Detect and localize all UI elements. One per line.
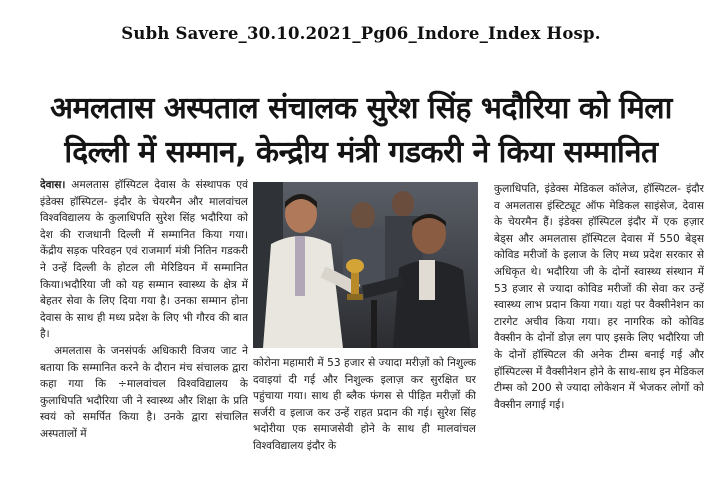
article-paragraph: कुलाधिपति, इंडेक्स मेडिकल कॉलेज, हॉस्पिटल- इंदौर व अमलतास इंस्टिट्यूट ऑफ मेडिकल साइंसेज, देवास के चेयरमैन हैं। इंडेक्स हॉस्पिटल इंदौर में एक हज़ार बेड्स और अमलतास हॉस्पिटल देवास में 550 बेड्स कोविड मरीजों के इलाज के लिए मध्य प्रदेश सरकार से अधिकृत थे। भदौरिया जी के दोनों स्वास्थ्य संस्थान में 53 हजार से ज्यादा कोविड मरीजों की सेवा कर उन्हें स्वास्थ्य लाभ प्रदान किया गया। यहां पर वैक्सीनेशन का टारगेट अचीव किया गया। हर नागरिक को कोविड वैक्सीन के दोनों डोज़ लग पाए इसके लिए भदौरिया जी के दोनों हॉस्पिटल की अनेक टीम्स बनाई गई और हॉस्पिटल्स में वैक्सीनेशन होने के साथ-साथ इन मेडिकल टीम्स को 200 से ज्यादा लोकेशन में भेजकर लोगों को वैक्सीन लगाई गई। [494,183,704,411]
article-paragraph: कोरोना महामारी में 53 हजार से ज्यादा मरीज़ों को निशुल्क दवाइयां दी गई और निशुल्क इलाज़ कर सुरक्षित घर पहुंचाया गया। साथ ही ब्लैक फंगस से पीड़ित मरीज़ों की सर्जरी व इलाज कर उन्हें राहत प्रदान की गई। सुरेश सिंह भदोरीया एक समाजसेवी होने के साथ ही मालवांचल विश्वविद्यालय इंदौर के [253,357,476,452]
article-column-middle [253,355,476,495]
photo-illustration [253,182,478,348]
award-ceremony-photo [253,182,478,348]
headline-line-1: अमलतास अस्पताल संचालक सुरेश सिंह भदौरिया को मिला [50,91,672,126]
article-paragraph: अमलतास के जनसंपर्क अधिकारी विजय जाट ने बताया कि सम्मानित करने के दौरान मंच संचालक द्वारा कहा गया कि ÷मालवांचल विश्वविद्यालय के कुलाधिपति भदौरिया जी ने स्वास्थ्य और शिक्षा के प्रति स्वयं को समर्पित किया है। उनके द्वारा संचालित अस्पतालों में [40,344,248,440]
headline-line-2: दिल्ली में सम्मान, केन्द्रीय मंत्री गडकरी ने किया सम्मानित [64,135,658,170]
dateline: देवास। [40,179,66,191]
article-column-right [494,181,704,495]
paragraph-text: अमलतास हॉस्पिटल देवास के संस्थापक एवं इंडेक्स हॉस्पिटल- इंदौर के चेयरमैन और मालवांचल विश्वविद्यालय के कुलाधिपति सुरेश सिंह भदौरिया को देश की राजधानी दिल्ली में सम्मानित किया गया। केंद्रीय सड़क परिवहन एवं राजमार्ग मंत्री नितिन गडकरी ने उन्हें दिल्ली के होटल ली मेरिडियन में सम्मानित किया।भदौरिया जी को यह सम्मान स्वास्थ्य के क्षेत्र में बेहतर सेवा के लिए दिया गया है। उनका सम्मान होना देवास के साथ ही मध्य प्रदेश के लिए भी गौरव की बात है। [40,179,248,341]
clipping-caption: Subh Savere_30.10.2021_Pg06_Indore_Index Hosp. [121,24,601,43]
article-column-left [40,177,248,495]
article-paragraph [40,177,248,343]
